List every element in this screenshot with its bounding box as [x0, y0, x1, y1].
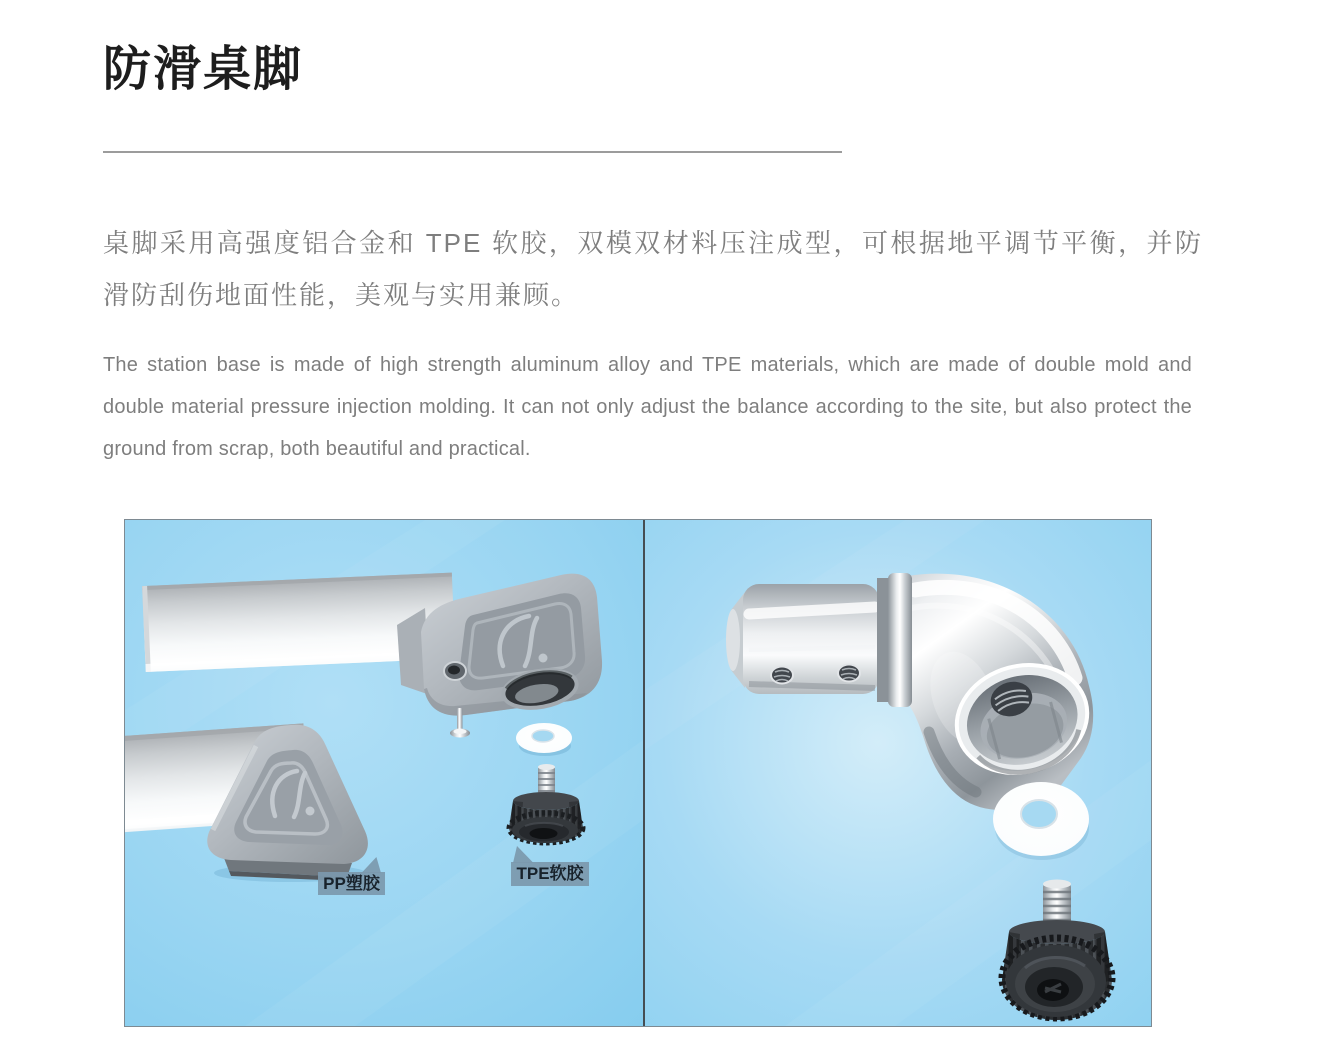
- washer: [516, 723, 572, 756]
- elbow-illustration: [645, 520, 1151, 1026]
- description-zh: 桌脚采用高强度铝合金和 TPE 软胶，双模双材料压注成型，可根据地平调节平衡，并防滑防刮伤地面性能，美观与实用兼顾。: [103, 228, 1203, 310]
- callout-label: PP塑胶: [323, 874, 380, 893]
- callout-tpe-soft-rubber: [511, 862, 589, 886]
- tube-clamp-arm: [726, 573, 912, 707]
- washer: [993, 782, 1089, 860]
- figure-panel-exploded-corner: [125, 520, 643, 1026]
- title-divider: [103, 151, 842, 153]
- figure-panel-elbow: [645, 520, 1151, 1026]
- set-screw-hole: [838, 665, 860, 682]
- product-figure: [124, 519, 1152, 1027]
- exploded-corner-illustration: [125, 520, 643, 1026]
- page-title: 防滑桌脚: [103, 43, 304, 96]
- callout-label: TPE软胶: [516, 864, 584, 883]
- description-en: The station base is made of high strength aluminum alloy and TPE materials, which are made of double mold and double material pressure injection molding. It can not only adjust the balance according to the site, but also protect the ground from scrap, both beautiful and practical.: [103, 354, 1192, 460]
- callout-pp-plastic: [318, 872, 385, 895]
- set-screw-hole: [771, 667, 793, 684]
